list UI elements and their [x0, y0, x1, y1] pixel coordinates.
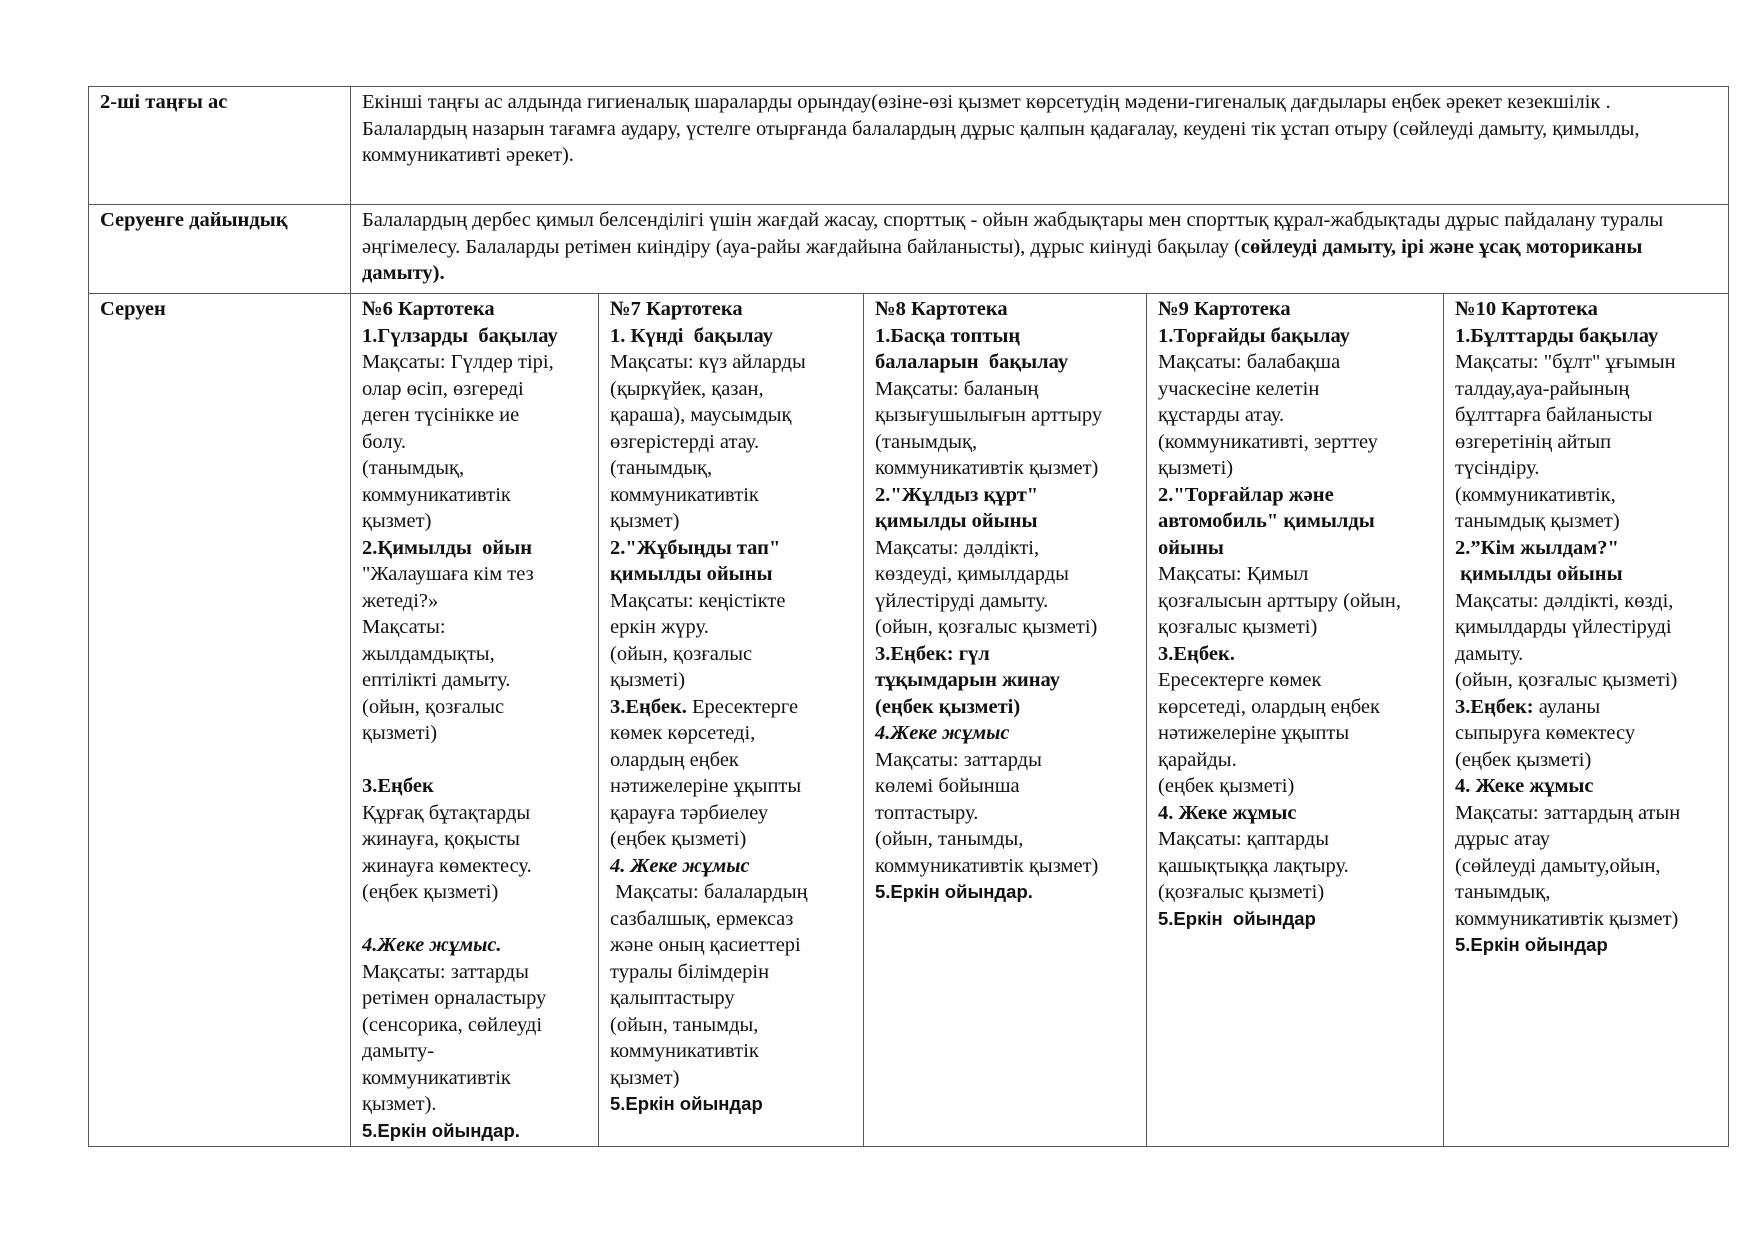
card-line: Мақсаты: заттарды: [875, 748, 1042, 771]
card-line: Мақсаты: балабақша: [1158, 351, 1341, 373]
row-walk: [89, 294, 1729, 1147]
card-line: танымдық қызмет): [1455, 510, 1620, 532]
card-line: көздеуді, қимылдарды: [875, 563, 1069, 585]
second-breakfast-text: Екінші таңғы ас алдында гигиеналық шараларды орындау(өзіне-өзі қызмет көрсетудің мәдени-гигеналық дағдылары еңбек әрекет кезекшілік . Балалардың назарын тағамға аудару, үстелге отырғанда балалардың дұрыс қалпын қадағалау, кеудені тік ұстап отыру (сөйлеуді дамыту, қимылды, коммуникативті әрекет).: [351, 87, 1729, 205]
card-line: (еңбек қызметі): [610, 828, 747, 850]
card-line: 2.Қимылды ойын: [362, 536, 533, 559]
card-line: қимылды ойыны: [1455, 563, 1623, 585]
card-line-bold: 3.Еңбек.: [610, 695, 687, 718]
card-line: қызығушылығын арттыру: [875, 404, 1103, 426]
row-walk-preparation: [89, 205, 1729, 294]
card-line: 3.Еңбек: [362, 775, 434, 797]
card-line: өзгеретінің айтып: [1455, 430, 1612, 453]
card-line: дамыту-: [362, 1040, 435, 1062]
card-line: өзгерістерді атау.: [610, 430, 760, 453]
card-line: болу.: [362, 430, 406, 453]
card-line: "Жалаушаға кім тез: [362, 563, 534, 585]
card-line: (ойын, танымды,: [610, 1013, 759, 1036]
card-line: қызмет): [362, 510, 432, 532]
card-line: нәтижелеріне ұқыпты: [610, 775, 802, 797]
card-line: коммуникативтік: [362, 483, 511, 506]
card-line: 4. Жеке жұмыс: [1455, 775, 1594, 797]
card-line: 5.Еркін ойындар: [1158, 907, 1316, 929]
row-label-walk: Серуен: [89, 294, 351, 1147]
card-line: қызмет): [610, 1066, 680, 1089]
card-line: олар өсіп, өзгереді: [362, 377, 524, 400]
card-line: [362, 747, 587, 774]
card-line: танымдық,: [1455, 881, 1551, 903]
card-line: (ойын, қозғалыс: [610, 642, 753, 665]
card-line: коммуникативтік қызмет): [1455, 907, 1679, 930]
card-line: бұлттарға байланысты: [1455, 404, 1653, 426]
card-line: 3.Еңбек: гүл: [875, 642, 990, 665]
card-line: (ойын, қозғалыс қызметі): [875, 616, 1098, 638]
card-line: 5.Еркін ойындар.: [875, 881, 1033, 902]
card-line: (танымдық,: [875, 430, 978, 453]
card-line: (сөйлеуді дамыту,ойын,: [1455, 854, 1661, 877]
row-label-second-breakfast: 2-ші таңғы ас: [89, 87, 351, 205]
card-line: еркін жүру.: [610, 616, 709, 638]
card-line: қимылды ойыны: [875, 510, 1038, 532]
card-line: қозғалыс қызметі): [1158, 616, 1318, 638]
daily-plan-table: [88, 86, 1729, 1147]
card-line: (еңбек қызметі): [875, 695, 1021, 718]
card-line: коммуникативтік қызмет): [875, 854, 1099, 877]
card-line: түсіндіру.: [1455, 457, 1540, 479]
card-line: коммуникативтік: [610, 483, 759, 506]
card-line: 5.Еркін ойындар: [1455, 934, 1608, 955]
card-line: құстарды атау.: [1158, 404, 1285, 426]
card-line: ретімен орналастыру: [362, 987, 547, 1009]
card-line: №7 Картотека: [610, 298, 743, 320]
card-line: (қыркүйек, қазан,: [610, 377, 764, 400]
card-line: жетеді?»: [362, 589, 439, 612]
card-line: Мақсаты: дәлдікті, көзді,: [1455, 589, 1674, 612]
card-line: 5.Еркін ойындар.: [362, 1119, 520, 1141]
card-line: 1. Күнді бақылау: [610, 324, 774, 347]
card-line: (еңбек қызметі): [362, 881, 499, 903]
card-line: ойыны: [1158, 536, 1224, 559]
walk-preparation-text-bold: сөйлеуді дамыту, ірі және ұсақ моториканы дамыту).: [362, 235, 1643, 284]
card-line: қызмет).: [362, 1093, 437, 1115]
card-line: талдау,ауа-райының: [1455, 377, 1630, 400]
card-line: дамыту.: [1455, 642, 1524, 665]
card-line: 4.Жеке жұмыс.: [362, 934, 502, 956]
card-line: жинауға көмектесу.: [362, 854, 532, 877]
card-line: қозғалысын арттыру (ойын,: [1158, 589, 1402, 612]
card-line: Мақсаты: Қимыл: [1158, 563, 1309, 585]
card-line: (коммуникативтік,: [1455, 483, 1616, 506]
card-line: №10 Картотека: [1455, 298, 1598, 320]
card-line: тұқымдарын жинау: [875, 669, 1061, 691]
card-line: Мақсаты: күз айларды: [610, 351, 806, 373]
card-line: 4. Жеке жұмыс: [1158, 801, 1297, 824]
card-line: (ойын, танымды,: [875, 828, 1024, 850]
card-line: Мақсаты: кеңістікте: [610, 589, 786, 612]
card-line: Мақсаты: қаптарды: [1158, 828, 1330, 850]
card-line: қимылдарды үйлестіруді: [1455, 616, 1672, 638]
card-line: (ойын, қозғалыс қызметі): [1455, 669, 1678, 691]
card-line: Мақсаты: заттарды: [362, 960, 529, 983]
card-line-bold: 3.Еңбек:: [1455, 695, 1534, 718]
card-line: (ойын, қозғалыс: [362, 695, 505, 718]
card-line-rest: ауланы: [1533, 695, 1601, 718]
card-line: дұрыс атау: [1455, 828, 1551, 850]
walk-card-10: [1444, 294, 1729, 1147]
card-line: (коммуникативті, зерттеу: [1158, 430, 1378, 453]
card-line: қарайды.: [1158, 748, 1237, 771]
card-line: [610, 694, 852, 721]
card-line: автомобиль" қимылды: [1158, 510, 1375, 532]
card-line: (еңбек қызметі): [1158, 775, 1295, 797]
card-line: 4.Жеке жұмыс: [875, 722, 1010, 744]
card-line: 2."Жұлдыз құрт": [875, 483, 1039, 506]
card-line: коммуникативтік: [362, 1066, 511, 1089]
card-line: 1.Бұлттарды бақылау: [1455, 324, 1659, 347]
card-line: №9 Картотека: [1158, 298, 1291, 320]
card-line-rest: Ересектерге: [686, 695, 799, 718]
card-line: коммуникативтік қызмет): [875, 457, 1099, 479]
card-line: 1.Гүлзарды бақылау: [362, 324, 558, 347]
card-line: нәтижелеріне ұқыпты: [1158, 722, 1350, 744]
walk-card-7: [599, 294, 864, 1147]
card-line: (сенсорика, сөйлеуді: [362, 1013, 543, 1036]
card-line: сыпыруға көмектесу: [1455, 722, 1636, 744]
card-line: учаскесіне келетін: [1158, 377, 1320, 400]
walk-card-9: [1147, 294, 1444, 1147]
walk-preparation-text: [351, 205, 1729, 294]
card-line: 1.Басқа топтың: [875, 324, 1021, 347]
card-line: Мақсаты: Гүлдер тірі,: [362, 351, 554, 373]
card-line: сазбалшық, ермексаз: [610, 907, 794, 930]
card-line: қарауға тәрбиелеу: [610, 801, 769, 824]
walk-card-6: [351, 294, 599, 1147]
card-line: Мақсаты: балалардың: [610, 881, 808, 903]
card-line: туралы білімдерін: [610, 960, 770, 983]
card-line: олардың еңбек: [610, 748, 739, 771]
card-line: Мақсаты:: [362, 616, 446, 638]
card-line: [1455, 694, 1717, 721]
row-label-walk-preparation: Серуенге дайындық: [89, 205, 351, 294]
card-line: (танымдық,: [610, 457, 713, 479]
card-line: қызметі): [362, 722, 438, 744]
card-line: Мақсаты: баланың: [875, 377, 1039, 400]
row-second-breakfast: [89, 87, 1729, 205]
card-line: [1158, 482, 1432, 509]
card-line: көлемі бойынша: [875, 775, 1020, 797]
card-line: жылдамдықты,: [362, 642, 495, 665]
card-line: деген түсінікке ие: [362, 404, 520, 426]
card-line: ептілікті дамыту.: [362, 669, 511, 691]
card-line: үйлестіруді дамыту.: [875, 589, 1049, 612]
card-line-rest: "Торғайлар және: [1173, 483, 1334, 506]
card-line: №8 Картотека: [875, 298, 1008, 320]
card-line: қызмет): [610, 510, 680, 532]
card-line: [362, 906, 587, 933]
walk-card-8: [864, 294, 1147, 1147]
card-line: Мақсаты: дәлдікті,: [875, 536, 1040, 559]
card-line: Мақсаты: "бұлт" ұғымын: [1455, 351, 1676, 373]
card-line: коммуникативтік: [610, 1040, 759, 1062]
card-line: 5.Еркін ойындар: [610, 1093, 763, 1114]
card-line: 2.”Кім жылдам?": [1455, 536, 1619, 559]
card-line: (еңбек қызметі): [1455, 748, 1592, 771]
card-line: (танымдық,: [362, 457, 465, 479]
walk-preparation-text-regular: Балалардың дербес қимыл белсенділігі үшін жағдай жасау, спорттық - ойын жабдықтары мен спорттық құрал-жабдықтады дұрыс пайдалану туралы әңгімелесу. Балаларды ретімен киіндіру (ауа-райы жағдайына байланысты), дұрыс киінуді бақылау (: [362, 209, 1664, 258]
card-line: (қозғалыс қызметі): [1158, 881, 1325, 903]
card-line: қызметі): [610, 669, 686, 691]
card-line: №6 Картотека: [362, 298, 495, 320]
card-line-bold: 2.: [1158, 483, 1174, 506]
card-line: қалыптастыру: [610, 987, 735, 1009]
card-line: топтастыру.: [875, 801, 979, 824]
card-line: қимылды ойыны: [610, 563, 773, 585]
card-line: Құрғақ бұтақтарды: [362, 801, 531, 824]
card-line: көмек көрсетеді,: [610, 722, 756, 744]
card-line: 1.Торғайды бақылау: [1158, 324, 1350, 347]
card-line: балаларын бақылау: [875, 351, 1069, 373]
card-line: қызметі): [1158, 457, 1234, 479]
card-line: қашықтыққа лақтыру.: [1158, 854, 1349, 877]
card-line: көрсетеді, олардың еңбек: [1158, 695, 1380, 718]
card-line: және оның қасиеттері: [610, 934, 801, 956]
card-line: жинауға, қоқысты: [362, 828, 520, 850]
card-line: 4. Жеке жұмыс: [610, 854, 750, 877]
card-line: 3.Еңбек.: [1158, 642, 1235, 665]
card-line: 2."Жұбыңды тап": [610, 536, 781, 559]
card-line: Ересектерге көмек: [1158, 669, 1322, 691]
card-line: Мақсаты: заттардың атын: [1455, 801, 1681, 824]
card-line: қараша), маусымдық: [610, 404, 792, 426]
